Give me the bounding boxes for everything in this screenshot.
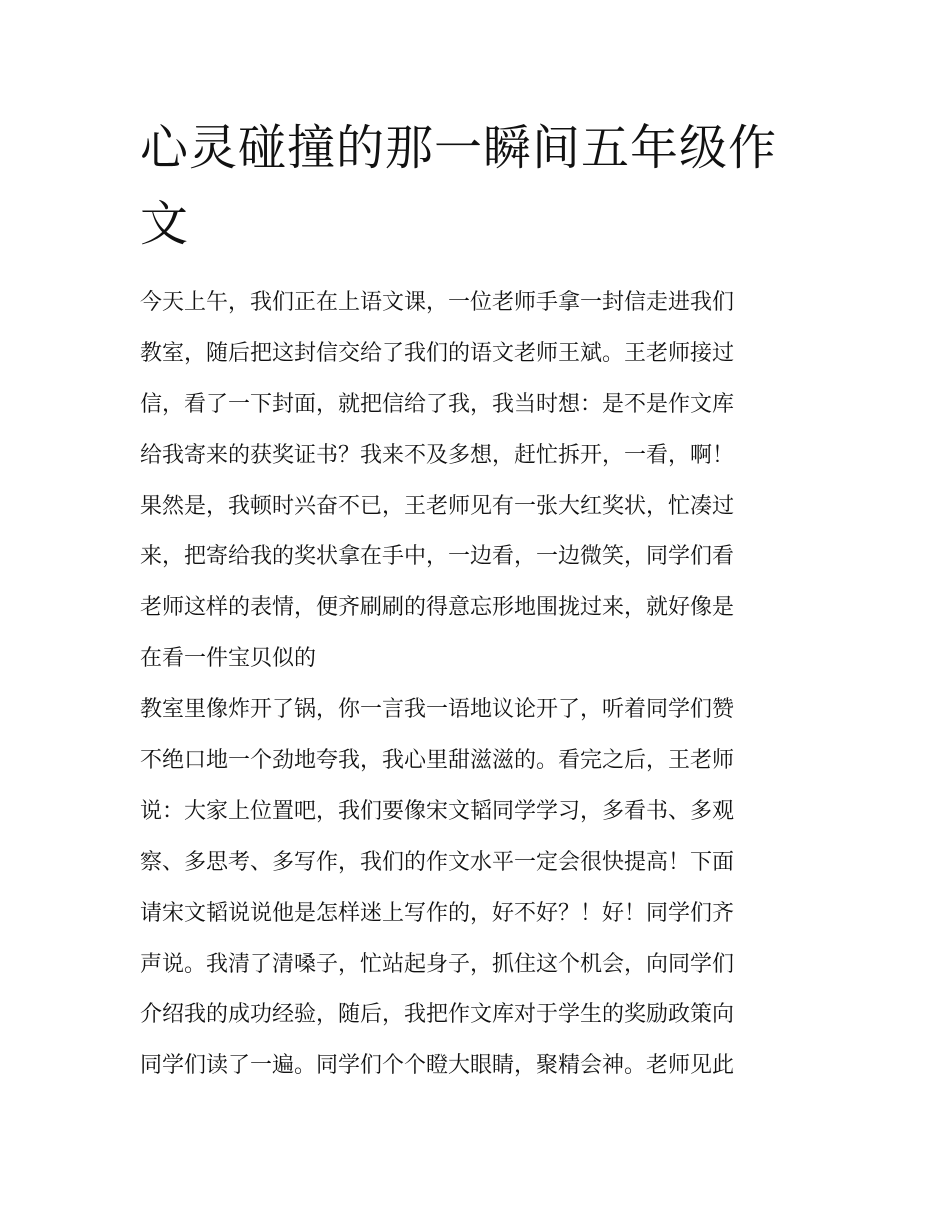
title-line: 文 [140,196,190,252]
title-line: 心灵碰撞的那一瞬间五年级作 [140,120,778,176]
body-line: 同学们读了一遍。同学们个个瞪大眼睛，聚精会神。老师见此 [140,1053,735,1079]
body-line: 给我寄来的获奖证书？我来不及多想，赶忙拆开，一看，啊！ [140,442,735,468]
document-title [140,110,820,262]
document-body [140,278,815,1092]
body-line: 果然是，我顿时兴奋不已，王老师见有一张大红奖状，忙凑过 [140,493,735,519]
body-line: 介绍我的成功经验，随后，我把作文库对于学生的奖励政策向 [140,1002,735,1028]
body-line: 今天上午，我们正在上语文课，一位老师手拿一封信走进我们 [140,290,735,315]
body-line: 声说。我清了清嗓子，忙站起身子，抓住这个机会，向同学们 [140,951,735,977]
body-line: 在看一件宝贝似的 [140,646,317,672]
body-line: 说：大家上位置吧，我们要像宋文韬同学学习，多看书、多观 [140,798,735,824]
body-line: 教室，随后把这封信交给了我们的语文老师王斌。王老师接过 [140,340,735,366]
body-line: 老师这样的表情，便齐刷刷的得意忘形地围拢过来，就好像是 [140,595,735,621]
body-line: 来，把寄给我的奖状拿在手中，一边看，一边微笑，同学们看 [140,544,735,570]
body-line: 教室里像炸开了锅，你一言我一语地议论开了，听着同学们赞 [140,697,735,723]
body-line: 不绝口地一个劲地夸我，我心里甜滋滋的。看完之后，王老师 [140,748,735,774]
body-line: 察、多思考、多写作，我们的作文水平一定会很快提高！下面 [140,849,735,875]
body-line: 信，看了一下封面，就把信给了我，我当时想：是不是作文库 [140,391,735,417]
body-line: 请宋文韬说说他是怎样迷上写作的，好不好？！好！同学们齐 [140,900,735,926]
